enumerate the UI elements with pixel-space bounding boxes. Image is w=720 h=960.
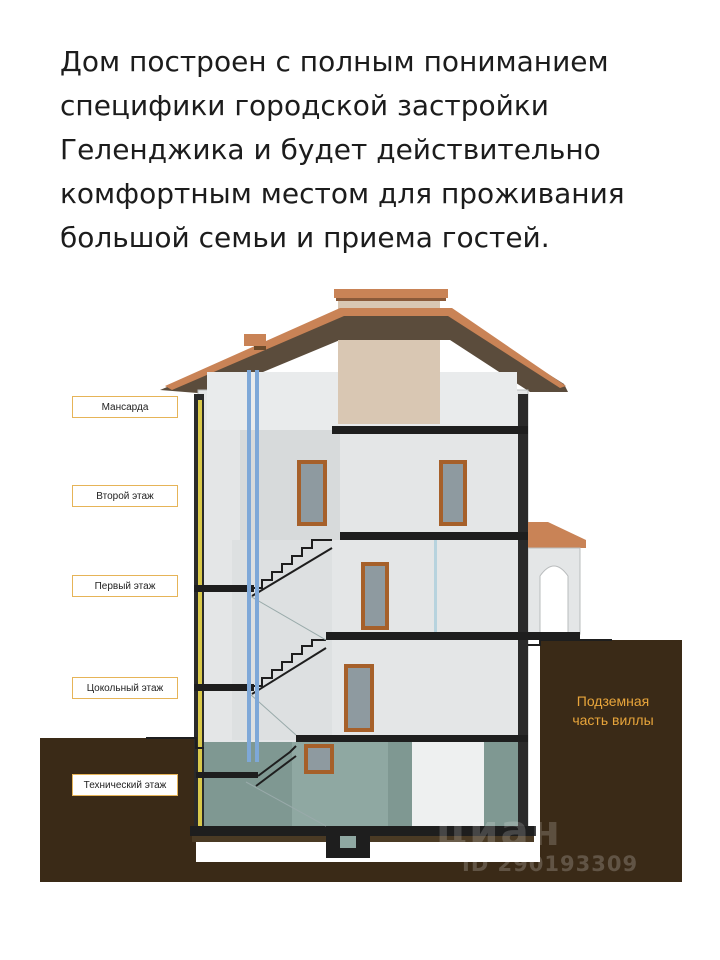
floor-label-attic: Мансарда — [72, 396, 178, 418]
floor-label-technical-floor: Технический этаж — [72, 774, 178, 796]
floor-label-second-floor: Второй этаж — [72, 485, 178, 507]
headline-line: специфики городской застройки — [60, 89, 549, 122]
watermark-id: ID 290193309 — [462, 852, 639, 876]
watermark-logo: циан — [436, 806, 562, 855]
underground-label-line: часть виллы — [572, 712, 654, 728]
headline-line: Дом построен с полным пониманием — [60, 45, 609, 78]
floor-label-basement: Цокольный этаж — [72, 677, 178, 699]
underground-label — [548, 692, 678, 730]
floor-label-first-floor: Первый этаж — [72, 575, 178, 597]
headline-line: комфортным местом для проживания — [60, 177, 625, 210]
underground-label-line: Подземная — [576, 693, 650, 709]
headline-line: большой семьи и приема гостей. — [60, 221, 550, 254]
headline-line: Геленджика и будет действительно — [60, 133, 601, 166]
